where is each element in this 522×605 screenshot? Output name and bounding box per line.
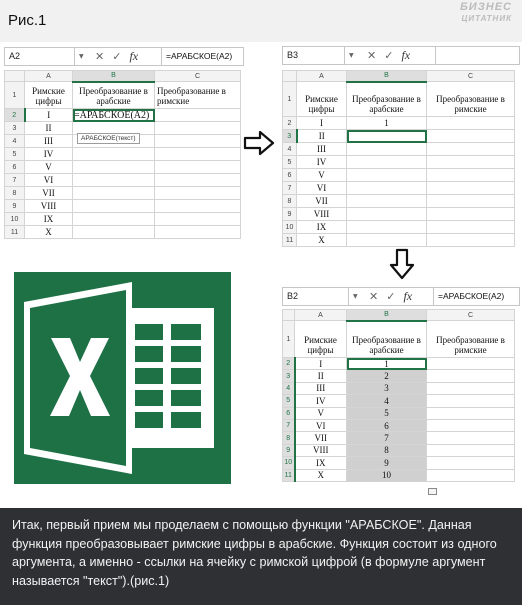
- table-row: [283, 457, 515, 469]
- row-header[interactable]: 8: [5, 187, 25, 200]
- cell[interactable]: [427, 358, 515, 370]
- check-icon[interactable]: ✓: [112, 50, 122, 63]
- table-row: [283, 143, 515, 156]
- roman-cell[interactable]: I: [295, 358, 347, 370]
- row-header[interactable]: 9: [283, 208, 297, 221]
- cell[interactable]: [73, 187, 155, 200]
- roman-cell[interactable]: III: [295, 382, 347, 394]
- cell[interactable]: [155, 200, 241, 213]
- formula-edit-cell[interactable]: =АРАБСКОЕ(A2): [73, 109, 155, 122]
- roman-cell[interactable]: VII: [25, 187, 73, 200]
- cell[interactable]: [427, 195, 515, 208]
- chevron-down-icon[interactable]: ▼: [79, 53, 84, 60]
- caption-text: Итак, первый прием мы проделаем с помощью функции "АРАБСКОЕ". Данная функция преобразовывает римские цифры в арабские. Функция состоит из одного аргумента, а именно - ссылки на ячейку с римской цифрой (в формуле аргумент называется "текст").(рис.1): [12, 518, 497, 588]
- row-header[interactable]: 4: [283, 382, 295, 394]
- row-header[interactable]: 7: [283, 419, 295, 431]
- column-header-a[interactable]: A: [297, 71, 347, 82]
- autofill-options-icon[interactable]: [428, 488, 437, 495]
- cell[interactable]: [427, 117, 515, 130]
- table-row: [283, 221, 515, 234]
- cell[interactable]: [73, 174, 155, 187]
- cell[interactable]: [73, 200, 155, 213]
- table-row: [283, 82, 515, 117]
- table-row: [283, 208, 515, 221]
- formula-bar: [4, 47, 244, 66]
- roman-cell[interactable]: VII: [295, 432, 347, 444]
- roman-cell[interactable]: X: [295, 469, 347, 481]
- fx-icon[interactable]: fx: [129, 49, 139, 63]
- cell[interactable]: [427, 444, 515, 456]
- page-header: [0, 0, 522, 42]
- row-header[interactable]: 7: [5, 174, 25, 187]
- spreadsheet-grid: [282, 70, 515, 247]
- cell[interactable]: [155, 109, 241, 122]
- row-header[interactable]: 1: [283, 321, 295, 358]
- cell[interactable]: [155, 148, 241, 161]
- row-header[interactable]: 11: [283, 469, 295, 481]
- check-icon[interactable]: ✓: [384, 49, 394, 62]
- cell[interactable]: [427, 419, 515, 431]
- formula-input[interactable]: =АРАБСКОЕ(A2): [433, 288, 519, 305]
- roman-cell[interactable]: IX: [295, 457, 347, 469]
- cell[interactable]: [347, 182, 427, 195]
- table-row: [5, 148, 241, 161]
- cell[interactable]: [427, 208, 515, 221]
- row-header[interactable]: 11: [283, 234, 297, 247]
- cell[interactable]: [427, 221, 515, 234]
- row-header[interactable]: 1: [283, 82, 297, 117]
- table-row: [5, 200, 241, 213]
- arabic-cell[interactable]: 5: [347, 407, 427, 419]
- arabic-cell[interactable]: 3: [347, 382, 427, 394]
- arabic-cell[interactable]: 6: [347, 419, 427, 431]
- row-header[interactable]: 2: [283, 358, 295, 370]
- cell[interactable]: [427, 457, 515, 469]
- close-icon[interactable]: ✕: [95, 50, 105, 63]
- header-cell-roman-out[interactable]: Преобразование в римские: [427, 321, 515, 358]
- row-header[interactable]: 4: [283, 143, 297, 156]
- roman-cell[interactable]: II: [25, 122, 73, 135]
- formula-input[interactable]: =АРАБСКОЕ(A2): [161, 48, 243, 65]
- row-header[interactable]: 5: [283, 395, 295, 407]
- table-row: [5, 187, 241, 200]
- table-row: [5, 109, 241, 122]
- cell[interactable]: [155, 135, 241, 148]
- excel-logo: [14, 272, 231, 484]
- cell[interactable]: [427, 370, 515, 382]
- close-icon[interactable]: ✕: [369, 290, 379, 303]
- arabic-cell[interactable]: 1: [347, 117, 427, 130]
- chevron-down-icon[interactable]: ▼: [353, 293, 358, 300]
- header-cell-roman-out[interactable]: Преобразование в римские: [427, 82, 515, 117]
- column-header-row: [283, 71, 515, 82]
- table-row: [283, 182, 515, 195]
- figure-content: [0, 42, 522, 508]
- cell[interactable]: [427, 469, 515, 481]
- row-header[interactable]: 9: [5, 200, 25, 213]
- row-header[interactable]: 3: [283, 370, 295, 382]
- row-header[interactable]: 10: [283, 221, 297, 234]
- column-header-b[interactable]: B: [347, 310, 427, 321]
- roman-cell[interactable]: IX: [297, 221, 347, 234]
- formula-bar: [282, 46, 520, 65]
- header-cell-roman-out[interactable]: Преобразование в римские: [155, 82, 241, 109]
- column-header-b[interactable]: B: [347, 71, 427, 82]
- cell[interactable]: [347, 234, 427, 247]
- caption: [0, 508, 522, 605]
- table-row: [283, 370, 515, 382]
- cell[interactable]: [73, 213, 155, 226]
- arabic-cell[interactable]: 7: [347, 432, 427, 444]
- row-header[interactable]: 8: [283, 432, 295, 444]
- excel-sheet-2: [282, 46, 520, 251]
- table-row: [283, 117, 515, 130]
- formula-bar-buttons: [95, 48, 138, 65]
- table-row: [283, 469, 515, 481]
- roman-cell[interactable]: VI: [25, 174, 73, 187]
- arabic-cell[interactable]: 9: [347, 457, 427, 469]
- column-header-c[interactable]: C: [427, 71, 515, 82]
- table-row: [283, 195, 515, 208]
- cell[interactable]: [73, 148, 155, 161]
- table-row: [283, 156, 515, 169]
- chevron-down-icon[interactable]: ▼: [349, 52, 354, 59]
- cell[interactable]: [347, 156, 427, 169]
- brand-line2: ЦИТАТНИК: [461, 14, 512, 23]
- roman-cell[interactable]: III: [297, 143, 347, 156]
- corner-cell[interactable]: [283, 71, 297, 82]
- cell[interactable]: [427, 169, 515, 182]
- row-header[interactable]: 6: [283, 169, 297, 182]
- cell[interactable]: [347, 221, 427, 234]
- row-header[interactable]: 5: [5, 148, 25, 161]
- cell[interactable]: [73, 161, 155, 174]
- row-header[interactable]: 6: [283, 407, 295, 419]
- cell[interactable]: [155, 161, 241, 174]
- table-row: [5, 161, 241, 174]
- row-header[interactable]: 2: [283, 117, 297, 130]
- cell[interactable]: [155, 187, 241, 200]
- roman-cell[interactable]: IV: [295, 395, 347, 407]
- roman-cell[interactable]: I: [25, 109, 73, 122]
- table-row: [283, 169, 515, 182]
- row-header[interactable]: 8: [283, 195, 297, 208]
- brand-watermark: [460, 2, 512, 24]
- arabic-cell[interactable]: 1: [347, 358, 427, 370]
- column-header-a[interactable]: A: [295, 310, 347, 321]
- arabic-cell[interactable]: 2: [347, 370, 427, 382]
- formula-bar: [282, 287, 520, 306]
- table-row: [283, 321, 515, 358]
- roman-cell[interactable]: VIII: [25, 200, 73, 213]
- table-row: [283, 407, 515, 419]
- table-row: [283, 358, 515, 370]
- roman-cell[interactable]: VI: [295, 419, 347, 431]
- row-header[interactable]: 5: [283, 156, 297, 169]
- roman-cell[interactable]: V: [297, 169, 347, 182]
- row-header[interactable]: 6: [5, 161, 25, 174]
- row-header[interactable]: 3: [5, 122, 25, 135]
- cell[interactable]: [427, 395, 515, 407]
- table-row: [283, 395, 515, 407]
- corner-cell[interactable]: [5, 71, 25, 82]
- roman-cell[interactable]: V: [295, 407, 347, 419]
- figure-label: Рис.1: [8, 12, 47, 29]
- table-row: [283, 444, 515, 456]
- name-box[interactable]: B2: [283, 288, 349, 305]
- name-box[interactable]: A2: [5, 48, 75, 65]
- roman-cell[interactable]: I: [297, 117, 347, 130]
- header-cell-roman[interactable]: Римские цифры: [297, 82, 347, 117]
- table-row: [5, 82, 241, 109]
- row-header[interactable]: 2: [5, 109, 25, 122]
- cell[interactable]: [155, 226, 241, 239]
- excel-sheet-3: [282, 287, 520, 507]
- row-header[interactable]: 1: [5, 82, 25, 109]
- cell[interactable]: [155, 174, 241, 187]
- row-header[interactable]: 9: [283, 444, 295, 456]
- cell[interactable]: [155, 122, 241, 135]
- brand-line1: БИЗНЕС: [460, 1, 512, 13]
- cell[interactable]: [427, 382, 515, 394]
- spreadsheet-grid: [282, 309, 515, 482]
- header-cell-roman[interactable]: Римские цифры: [25, 82, 73, 109]
- function-tooltip[interactable]: АРАБСКОЕ(текст): [77, 133, 140, 144]
- name-box[interactable]: B3: [283, 47, 345, 64]
- row-header[interactable]: 11: [5, 226, 25, 239]
- arabic-cell[interactable]: 4: [347, 395, 427, 407]
- table-row: [5, 174, 241, 187]
- row-header[interactable]: 10: [283, 457, 295, 469]
- column-header-row: [283, 310, 515, 321]
- cell[interactable]: [155, 213, 241, 226]
- excel-sheet-1: [4, 47, 244, 252]
- cell[interactable]: [347, 195, 427, 208]
- roman-cell[interactable]: II: [297, 130, 347, 143]
- cell[interactable]: [427, 234, 515, 247]
- header-cell-arabic[interactable]: Преобразование в арабские: [73, 82, 155, 109]
- cell[interactable]: [347, 143, 427, 156]
- roman-cell[interactable]: VII: [297, 195, 347, 208]
- roman-cell[interactable]: VIII: [297, 208, 347, 221]
- cell[interactable]: [427, 182, 515, 195]
- arabic-cell[interactable]: 10: [347, 469, 427, 481]
- cell[interactable]: [427, 130, 515, 143]
- roman-cell[interactable]: X: [25, 226, 73, 239]
- active-cell[interactable]: [347, 130, 427, 143]
- table-row: [283, 382, 515, 394]
- table-row: [283, 130, 515, 143]
- roman-cell[interactable]: X: [297, 234, 347, 247]
- roman-cell[interactable]: VIII: [295, 444, 347, 456]
- column-header-b[interactable]: B: [73, 71, 155, 82]
- formula-input[interactable]: [435, 47, 519, 64]
- roman-cell[interactable]: IV: [297, 156, 347, 169]
- cell[interactable]: [73, 226, 155, 239]
- row-header[interactable]: 10: [5, 213, 25, 226]
- column-header-row: [5, 71, 241, 82]
- table-row: [5, 226, 241, 239]
- roman-cell[interactable]: III: [25, 135, 73, 148]
- column-header-a[interactable]: A: [25, 71, 73, 82]
- row-header[interactable]: 3: [283, 130, 297, 143]
- header-cell-arabic[interactable]: Преобразование в арабские: [347, 82, 427, 117]
- cell[interactable]: [427, 407, 515, 419]
- close-icon[interactable]: ✕: [367, 49, 377, 62]
- cell[interactable]: [347, 169, 427, 182]
- cell[interactable]: [427, 432, 515, 444]
- table-row: [5, 213, 241, 226]
- table-row: [283, 419, 515, 431]
- cell[interactable]: [427, 143, 515, 156]
- header-cell-arabic[interactable]: Преобразование в арабские: [347, 321, 427, 358]
- spreadsheet-grid: [4, 70, 241, 239]
- cell[interactable]: [347, 208, 427, 221]
- roman-cell[interactable]: II: [295, 370, 347, 382]
- roman-cell[interactable]: VI: [297, 182, 347, 195]
- roman-cell[interactable]: V: [25, 161, 73, 174]
- fx-icon[interactable]: fx: [403, 289, 413, 303]
- fx-icon[interactable]: fx: [401, 48, 411, 62]
- row-header[interactable]: 7: [283, 182, 297, 195]
- column-header-c[interactable]: C: [427, 310, 515, 321]
- arrow-right-icon: [243, 130, 275, 156]
- corner-cell[interactable]: [283, 310, 295, 321]
- check-icon[interactable]: ✓: [386, 290, 396, 303]
- formula-bar-buttons: [369, 288, 412, 305]
- row-header[interactable]: 4: [5, 135, 25, 148]
- table-row: [283, 234, 515, 247]
- formula-bar-buttons: [367, 47, 410, 64]
- cell[interactable]: [427, 156, 515, 169]
- roman-cell[interactable]: IX: [25, 213, 73, 226]
- roman-cell[interactable]: IV: [25, 148, 73, 161]
- table-row: [283, 432, 515, 444]
- column-header-c[interactable]: C: [155, 71, 241, 82]
- arrow-down-icon: [389, 248, 415, 280]
- arabic-cell[interactable]: 8: [347, 444, 427, 456]
- header-cell-roman[interactable]: Римские цифры: [295, 321, 347, 358]
